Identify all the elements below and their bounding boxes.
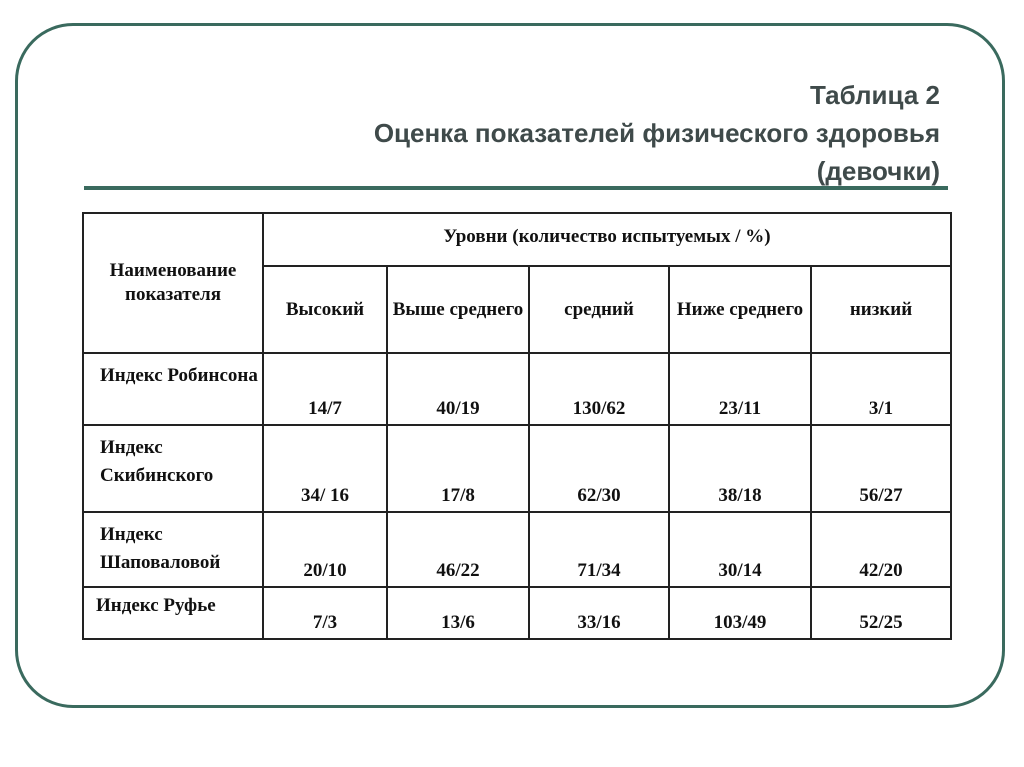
title-divider bbox=[84, 186, 948, 190]
table-row bbox=[83, 587, 951, 639]
table-cell: 20/10 bbox=[263, 512, 387, 587]
table-cell: 56/27 bbox=[811, 425, 951, 512]
table-cell: 34/ 16 bbox=[263, 425, 387, 512]
table-cell: 52/25 bbox=[811, 587, 951, 639]
level-header: Высокий bbox=[263, 266, 387, 353]
table-cell: 33/16 bbox=[529, 587, 669, 639]
table-cell: 62/30 bbox=[529, 425, 669, 512]
header-row-1 bbox=[83, 213, 951, 266]
table-cell: 3/1 bbox=[811, 353, 951, 425]
table-row bbox=[83, 512, 951, 587]
level-header: средний bbox=[529, 266, 669, 353]
table-cell: 103/49 bbox=[669, 587, 811, 639]
table-cell: 38/18 bbox=[669, 425, 811, 512]
header-indicator: Наименование показателя bbox=[83, 213, 263, 353]
table-row bbox=[83, 425, 951, 512]
table-cell: 71/34 bbox=[529, 512, 669, 587]
level-header: низкий bbox=[811, 266, 951, 353]
row-indicator-name: Индекс Робинсона bbox=[83, 353, 263, 425]
title-line-3: (девочки) bbox=[816, 156, 940, 186]
row-indicator-name: Индекс Руфье bbox=[83, 587, 263, 639]
table-cell: 30/14 bbox=[669, 512, 811, 587]
table-cell: 42/20 bbox=[811, 512, 951, 587]
table-cell: 17/8 bbox=[387, 425, 529, 512]
table-cell: 7/3 bbox=[263, 587, 387, 639]
title-line-2: Оценка показателей физического здоровья bbox=[373, 118, 940, 148]
table-cell: 40/19 bbox=[387, 353, 529, 425]
level-header: Выше среднего bbox=[387, 266, 529, 353]
table-cell: 46/22 bbox=[387, 512, 529, 587]
table-cell: 14/7 bbox=[263, 353, 387, 425]
row-indicator-name: Индекс Шаповаловой bbox=[83, 512, 263, 587]
health-indicators-table bbox=[82, 212, 952, 640]
table-cell: 23/11 bbox=[669, 353, 811, 425]
table-cell: 13/6 bbox=[387, 587, 529, 639]
slide-title bbox=[374, 76, 940, 190]
level-header: Ниже среднего bbox=[669, 266, 811, 353]
table-row bbox=[83, 353, 951, 425]
row-indicator-name: Индекс Скибинского bbox=[83, 425, 263, 512]
title-line-1: Таблица 2 bbox=[809, 80, 940, 110]
header-levels: Уровни (количество испытуемых / %) bbox=[263, 213, 951, 266]
table-cell: 130/62 bbox=[529, 353, 669, 425]
